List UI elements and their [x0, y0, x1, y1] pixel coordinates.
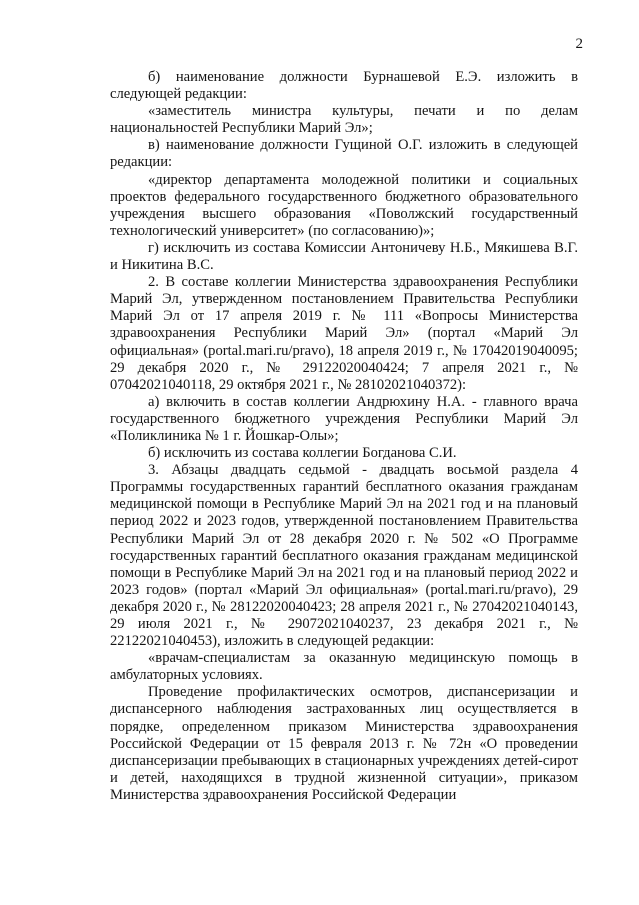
paragraph-item-g-exclude-members: г) исключить из состава Комиссии Антоничеву Н.Б., Мякишева В.Г. и Никитина В.С. — [110, 239, 578, 274]
paragraph-item-v-position-gushchina: в) наименование должности Гущиной О.Г. изложить в следующей редакции: — [110, 137, 578, 171]
paragraph-section-3-program: 3. Абзацы двадцать седьмой - двадцать восьмой раздела 4 Программы государственных гарантий бесплатного оказания гражданам медицинской помощи в Республике Марий Эл на 2021 год и на плановый период 2022 и 2023 годов, утвержденной постановлением Правительства Республики Марий Эл от 28 декабря 2020 г. № 502 «О Программе государственных гарантий бесплатного оказания гражданам медицинской помощи в Республике Марий Эл на 2021 год и на плановый период 2022 и 2023 годов» (портал «Марий Эл официальная» (portal.mari.ru/pravo), 29 декабря 2020 г., № 28122020040423; 28 апреля 2021 г., № 27042021040143, 29 июля 2021 г., № 29072021040237, 23 декабря 2021 г., № 22122021040453), изложить в следующей редакции: — [110, 462, 578, 650]
paragraph-item-b-exclude-bogdanov: б) исключить из состава коллегии Богданова С.И. — [148, 445, 457, 462]
paragraph-quote-department-director: «директор департамента молодежной политики и социальных проектов федерального государственного бюджетного образовательного учреждения высшего образования «Поволжский государственный технологический университет» (по согласованию)»; — [110, 171, 578, 239]
paragraph-section-2-collegium: 2. В составе коллегии Министерства здравоохранения Республики Марий Эл, утвержденном постановлением Правительства Республики Марий Эл от 17 апреля 2019 г. № 111 «Вопросы Министерства здравоохранения Республики Марий Эл» (портал «Марий Эл официальная» (portal.mari.ru/pravo), 18 апреля 2019 г., № 17042019040095; 29 декабря 2020 г., № 29122020040424; 7 апреля 2021 г., № 07042021040118, 29 октября 2021 г., № 28102021040372): — [110, 274, 578, 393]
page-number: 2 — [575, 36, 583, 52]
document-body — [110, 69, 578, 804]
paragraph-preventive-examinations: Проведение профилактических осмотров, диспансеризации и диспансерного наблюдения застрахованных лиц осуществляется в порядке, определенном приказом Министерства здравоохранения Российской Федерации от 15 февраля 2013 г. № 72н «О проведении диспансеризации пребывающих в стационарных учреждениях детей-сирот и детей, находящихся в трудной жизненной ситуации», приказом Министерства здравоохранения Российской Федерации — [110, 684, 578, 803]
paragraph-quote-specialists: «врачам-специалистам за оказанную медицинскую помощь в амбулаторных условиях. — [110, 650, 578, 684]
paragraph-item-a-include-andryukhina: а) включить в состав коллегии Андрюхину Н.А. - главного врача государственного бюджетного учреждения Республики Марий Эл «Поликлиника № 1 г. Йошкар-Олы»; — [110, 393, 578, 444]
paragraph-quote-deputy-minister: «заместитель министра культуры, печати и по делам национальностей Республики Марий Эл»; — [110, 103, 578, 137]
paragraph-item-b-position-burnasheva: б) наименование должности Бурнашевой Е.Э. изложить в следующей редакции: — [110, 69, 578, 103]
